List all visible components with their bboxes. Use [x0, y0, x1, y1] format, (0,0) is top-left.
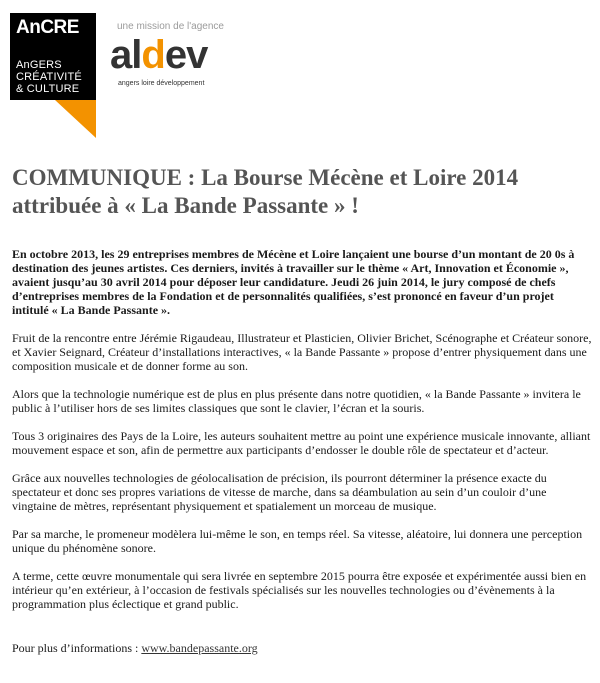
article-paragraph: Fruit de la rencontre entre Jérémie Rigaudeau, Illustrateur et Plasticien, Olivier Brichet, Scénographe et Créateur sonore, et Xavier Seignard, Créateur d’installations interactives, « la Bande Passante » propose d’entrer physiquement dans une composition musicale et de donner forme au son.	[12, 331, 592, 373]
more-info-label: Pour plus d’informations :	[12, 641, 142, 655]
article-body	[12, 247, 592, 625]
aldev-subtitle: angers loire développement	[118, 80, 205, 87]
aldev-logo	[110, 33, 207, 77]
aldev-logo-v: v	[186, 33, 208, 77]
ancre-logo-title: AnCRE	[16, 17, 79, 38]
ancre-logo-line3: & CULTURE	[16, 83, 80, 95]
aldev-logo-d: d	[141, 33, 165, 77]
aldev-logo-l: l	[131, 33, 142, 77]
header	[0, 0, 600, 150]
article-paragraph: Tous 3 originaires des Pays de la Loire, les auteurs souhaitent mettre au point une expérience musicale innovante, alliant mouvement espace et son, afin de permettre aux participants d’endosser le double rôle de spectateur et d’acteur.	[12, 429, 591, 457]
article-paragraph: A terme, cette œuvre monumentale qui sera livrée en septembre 2015 pourra être exposée et expérimentée aussi bien en intérieur qu’en extérieur, à l’occasion de festivals spécialisés sur les nouvelles technologies ou d’évènements à la programmation plus éclectique et grand public.	[12, 569, 587, 611]
article-paragraph: Par sa marche, le promeneur modèlera lui-même le son, en temps réel. Sa vitesse, aléatoire, lui donnera une perception unique du phénomène sonore.	[12, 527, 583, 555]
ancre-logo	[10, 13, 96, 138]
ancre-logo-line1: AnGERS	[16, 59, 62, 71]
page-title: COMMUNIQUE : La Bourse Mécène et Loire 2014 attribuée à « La Bande Passante » !	[12, 165, 519, 218]
aldev-mission-text: une mission de l'agence	[117, 21, 224, 32]
website-link[interactable]: www.bandepassante.org	[141, 641, 258, 655]
ancre-logo-line2: CRÉATIVITÉ	[16, 71, 82, 83]
aldev-logo-e: e	[164, 33, 187, 77]
aldev-logo-a: a	[110, 33, 132, 77]
article-paragraph: Alors que la technologie numérique est de plus en plus présente dans notre quotidien, « la Bande Passante » invitera le public à l’utiliser hors de ses limites classiques que sont le clavier, l’écran et la souris.	[12, 387, 581, 415]
article-paragraph: Grâce aux nouvelles technologies de géolocalisation de précision, ils pourront déterminer la présence exacte du spectateur et donc ses propres variations de vitesse de marche, dans sa déambulation au sein d’un couloir d’une vingtaine de mètres, représentant physiquement et spatialement un morceau de musique.	[12, 471, 547, 513]
ancre-logo-triangle	[55, 100, 96, 138]
article-lead-paragraph: En octobre 2013, les 29 entreprises membres de Mécène et Loire lançaient une bourse d’un montant de 20 0s à destination des jeunes artistes. Ces derniers, invités à travailler sur le thème « Art, Innovation et Économie », avaient jusqu’au 30 avril 2014 pour déposer leur candidature. Jeudi 26 juin 2014, le jury composé de chefs d’entreprises membres de la Fondation et de personnalités qualifiées, s’est prononcé en faveur d’un projet intitulé « La Bande Passante ».	[12, 247, 575, 317]
more-info	[12, 641, 258, 656]
